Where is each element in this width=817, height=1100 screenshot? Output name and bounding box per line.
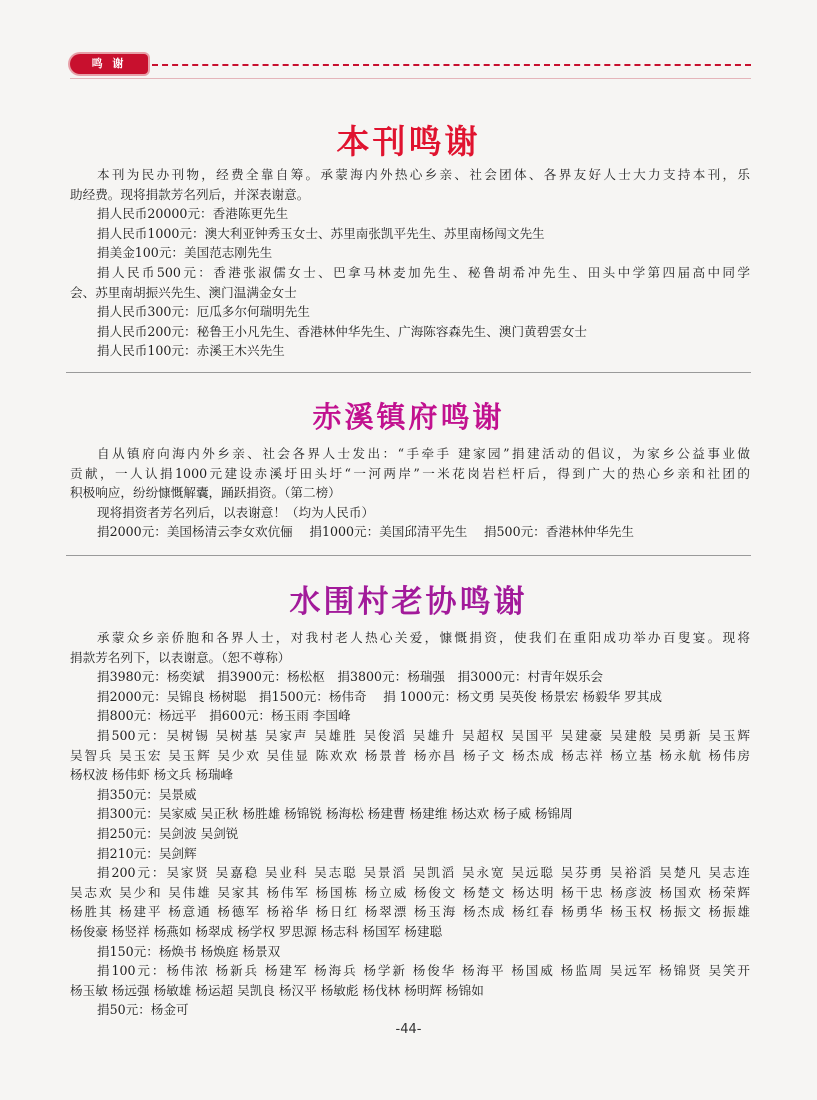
text-line: 捐人民币1000元：澳大利亚钟秀玉女士、苏里南张凯平先生、苏里南杨闯文先生 <box>97 225 545 241</box>
text-line: 捐800元：杨远平 捐600元：杨玉雨 李国峰 <box>97 708 351 724</box>
text-line: 捐50元：杨金可 <box>97 1002 189 1018</box>
text-line: 捐350元：吴景威 <box>97 786 197 802</box>
text-line: 本刊为民办刊物，经费全靠自筹。承蒙海内外热心乡亲、社会团体、各界友好人士大力支持本刊，乐 <box>97 167 750 182</box>
text-line: 捐人民币20000元：香港陈更先生 <box>97 206 289 222</box>
section-body-journal-thanks <box>70 165 750 361</box>
section-body-village-thanks <box>70 628 750 1020</box>
text-line: 承蒙众乡亲侨胞和各界人士，对我村老人热心关爱，慷慨捐资，使我们在重阳成功举办百叟宴。现将 <box>97 630 750 645</box>
text-line: 杨权波 杨伟虾 杨文兵 杨瑞峰 <box>70 767 234 783</box>
text-line: 捐210元：吴剑辉 <box>97 845 197 861</box>
text-line: 捐2000元：美国杨清云李女欢伉俪 捐1000元：美国邱清平先生 捐500元：香港林仲华先生 <box>97 524 634 540</box>
text-line: 吴志欢 吴少和 吴伟雄 吴家其 杨伟军 杨国栋 杨立威 杨俊文 杨楚文 杨达明 杨干忠 杨彦波 杨国欢 杨荣辉 <box>70 884 750 900</box>
text-line: 捐500元：吴树锡 吴树基 吴家声 吴雄胜 吴俊滔 吴雄升 吴超权 吴国平 吴建豪 吴建般 吴勇新 吴玉辉 <box>97 727 750 743</box>
section-divider <box>66 555 751 556</box>
text-line: 捐人民币100元：赤溪王木兴先生 <box>97 343 285 359</box>
text-line: 积极响应，纷纷慷慨解囊，踊跃捐资。（第二榜） <box>70 485 341 501</box>
section-title-journal-thanks: 本刊鸣谢 <box>336 122 481 161</box>
page-number: -44- <box>395 1022 422 1037</box>
section-tab-label: 鸣 谢 <box>91 57 127 70</box>
text-line: 捐3980元：杨奕斌 捐3900元：杨松枢 捐3800元：杨瑞强 捐3000元：村青年娱乐会 <box>97 669 604 685</box>
text-line: 杨玉敏 杨远强 杨敏雄 杨运超 吴凯良 杨汉平 杨敏彪 杨伐林 杨明辉 杨锦如 <box>70 982 484 998</box>
text-line: 捐2000元：吴锦良 杨树聪 捐1500元：杨伟奇 捐 1000元：杨文勇 吴英俊 杨景宏 杨毅华 罗其成 <box>97 688 662 704</box>
text-line: 现将捐资者芳名列后，以表谢意！（均为人民币） <box>97 504 375 520</box>
section-tab <box>70 54 148 74</box>
text-line: 杨俊豪 杨竖祥 杨燕如 杨翠成 杨学权 罗思源 杨志科 杨国军 杨建聪 <box>70 923 443 939</box>
text-line: 捐250元：吴剑波 吴剑锐 <box>97 825 239 841</box>
text-line: 捐300元：吴家威 吴正秋 杨胜雄 杨锦锐 杨海松 杨建曹 杨建维 杨达欢 杨子威 杨锦周 <box>97 806 573 822</box>
text-line: 捐美金100元：美国范志刚先生 <box>97 245 273 261</box>
header-dashed-rule <box>152 64 751 66</box>
text-line: 捐人民币200元：秘鲁王小凡先生、香港林仲华先生、广海陈容森先生、澳门黄碧雲女士 <box>97 323 588 339</box>
text-line: 自从镇府向海内外乡亲、社会各界人士发出：“手牵手 建家园”捐建活动的倡议，为家乡公益事业做 <box>97 446 750 461</box>
section-title-village-thanks: 水围村老协鸣谢 <box>289 584 528 620</box>
text-line: 捐人民币500元：香港张淑儒女士、巴拿马林麦加先生、秘鲁胡希冲先生、田头中学第四届高中同学 <box>97 264 750 280</box>
section-body-town-thanks <box>70 444 750 542</box>
section-divider <box>66 372 751 373</box>
text-line: 捐款芳名列下，以表谢意。（恕不尊称） <box>70 649 291 665</box>
header-rule <box>70 78 751 79</box>
text-line: 会、苏里南胡振兴先生、澳门温满金女士 <box>70 284 297 300</box>
text-line: 捐人民币300元：厄瓜多尔何瑞明先生 <box>97 304 310 320</box>
text-line: 捐150元：杨焕书 杨焕庭 杨景双 <box>97 943 281 959</box>
section-title-town-thanks: 赤溪镇府鸣谢 <box>312 400 505 434</box>
text-line: 捐100元：杨伟浓 杨新兵 杨建军 杨海兵 杨学新 杨俊华 杨海平 杨国威 杨监周 吴远军 杨锦贤 吴笑开 <box>97 963 750 979</box>
text-line: 吴智兵 吴玉宏 吴玉辉 吴少欢 吴佳显 陈欢欢 杨景普 杨亦昌 杨子文 杨杰成 杨志祥 杨立基 杨永航 杨伟房 <box>70 747 750 763</box>
text-line: 杨胜其 杨建平 杨意通 杨德军 杨裕华 杨日红 杨翠漂 杨玉海 杨杰成 杨红春 杨勇华 杨玉权 杨振文 杨振雄 <box>70 904 750 920</box>
text-line: 贡献，一人认捐1000元建设赤溪圩田头圩“一河两岸”一米花岗岩栏杆后，得到广大的热心乡亲和社团的 <box>70 465 750 481</box>
text-line: 助经费。现将捐款芳名列后，并深表谢意。 <box>70 186 310 202</box>
text-line: 捐200元：吴家贤 吴嘉稳 吴业科 吴志聪 吴景滔 吴凯滔 吴永宽 吴远聪 吴芬勇 吴裕滔 吴楚凡 吴志连 <box>97 865 750 881</box>
